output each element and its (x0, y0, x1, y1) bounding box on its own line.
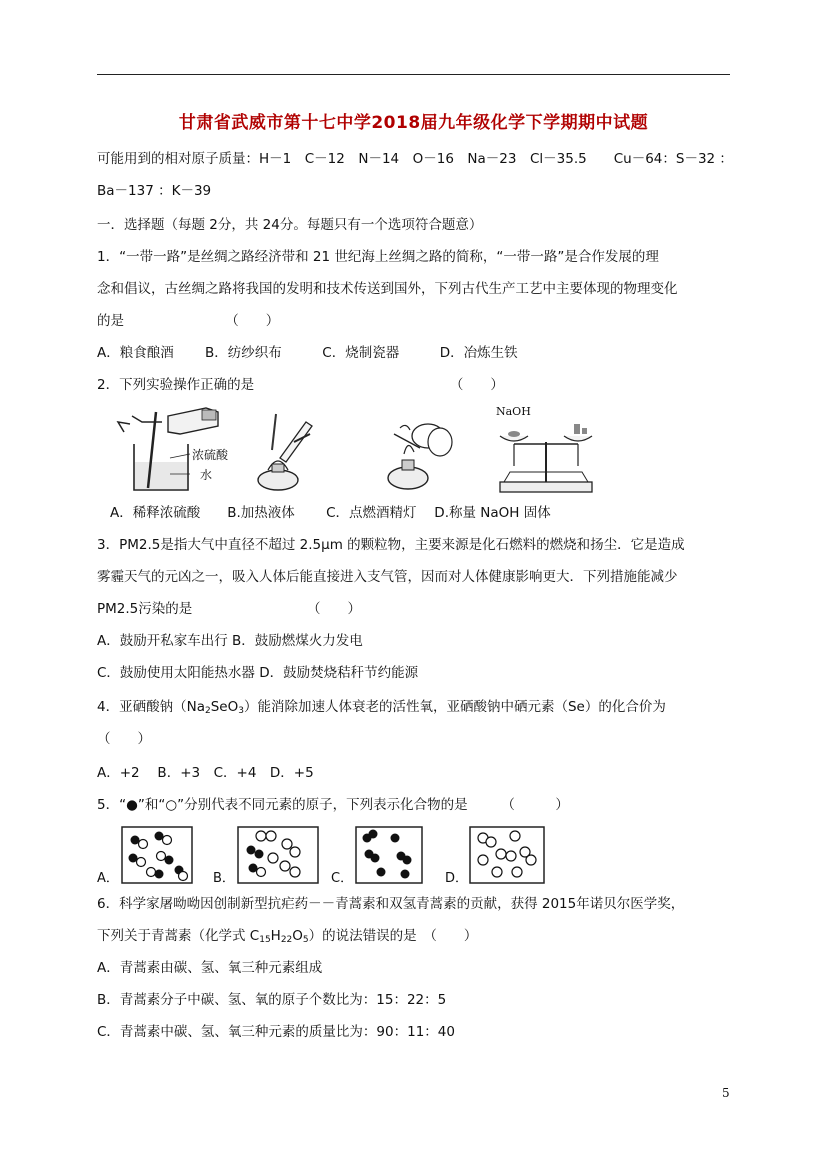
q4-stem-line-2: （ ） (97, 731, 151, 747)
q3-stem-line-3: PM2.5污染的是 （ ） (97, 601, 362, 617)
q6-option-a: A．青蒿素由碳、氢、氧三种元素组成 (97, 960, 323, 976)
q3-options-cd: C．鼓励使用太阳能热水器 D．鼓励焚烧秸秆节约能源 (97, 665, 419, 681)
figure-light-lamp (380, 408, 460, 493)
q5-label-a: A． (97, 871, 119, 886)
q3-stem-line-1: 3．PM2.5是指大气中直径不超过 2.5μm 的颗粒物，主要来源是化石燃料的燃烧和扬尘．它是造成 (97, 537, 685, 553)
q2-stem: 2．下列实验操作正确的是 （ ） (97, 377, 504, 393)
atomic-masses-line-2: Ba－137 ：K－39 (97, 183, 212, 199)
q5-stem: 5．“●”和“○”分别代表不同元素的原子，下列表示化合物的是 （ ） (97, 797, 569, 813)
q5-label-b: B． (213, 871, 235, 886)
q5-box-a (121, 826, 193, 884)
q1-stem-line-2: 念和倡议，古丝绸之路将我国的发明和技术传送到国外，下列古代生产工艺中主要体现的物理变化 (97, 281, 678, 297)
q5-label-d: D． (445, 871, 469, 886)
figure-heat-liquid (250, 408, 330, 493)
q6-option-b: B．青蒿素分子中碳、氢、氧的原子个数比为：15：22：5 (97, 992, 447, 1008)
q5-label-c: C． (331, 871, 354, 886)
page-title: 甘肃省武威市第十七中学2018届九年级化学下学期期中试题 (178, 113, 649, 133)
q6-stem-line-2: 下列关于青蒿素（化学式 $C_{15}H_{22}O_5$）的说法错误的是 （ ） (97, 928, 478, 945)
q1-stem-line-3: 的是 （ ） (97, 313, 280, 329)
q6-stem-line-1: 6．科学家屠呦呦因创制新型抗疟药－－青蒿素和双氢青蒿素的贡献，获得 2015年诺贝尔医学奖， (97, 896, 685, 912)
q6-option-c: C．青蒿素中碳、氢、氧三种元素的质量比为：90：11：40 (97, 1024, 455, 1040)
label-conc-acid: 浓硫酸 (192, 448, 229, 462)
q4-stem-line-1: 4．亚硒酸钠$(Na_2SeO_3)$能消除加速人体衰老的活性氧，亚硒酸钠中硒元素（Se）的化合价为 (97, 699, 666, 716)
q3-stem-line-2: 雾霾天气的元凶之一，吸入人体后能直接进入支气管，因而对人体健康影响更大．下列措施能减少 (97, 569, 678, 585)
q1-options: A．粮食酿酒 B．纺纱织布 C．烧制瓷器 D．冶炼生铁 (97, 345, 518, 361)
page-number: 5 (722, 1086, 730, 1100)
q3-options-ab: A．鼓励开私家车出行 B．鼓励燃煤火力发电 (97, 633, 363, 649)
q1-stem-line-1: 1．“一带一路”是丝绸之路经济带和 21 世纪海上丝绸之路的简称，“一带一路”是合作发展的理 (97, 249, 659, 265)
section-heading: 一．选择题（每题 2分，共 24分。每题只有一个选项符合题意） (97, 217, 483, 233)
q5-box-c (355, 826, 423, 884)
atomic-masses-line-1: 可能用到的相对原子质量：H－1 C－12 N－14 O－16 Na－23 Cl－35.5 Cu－64：S－32 ： (97, 151, 733, 167)
q2-options: A．稀释浓硫酸 B.加热液体 C．点燃酒精灯 D.称量 NaOH 固体 (110, 505, 551, 521)
header-rule (97, 74, 730, 75)
q5-box-d (469, 826, 545, 884)
q5-box-b (237, 826, 319, 884)
q4-options: A．+2 B．+3 C．+4 D．+5 (97, 765, 314, 781)
figure-weigh-naoh (490, 406, 602, 496)
label-naoh: NaOH (496, 405, 531, 418)
label-water: 水 (200, 468, 213, 482)
